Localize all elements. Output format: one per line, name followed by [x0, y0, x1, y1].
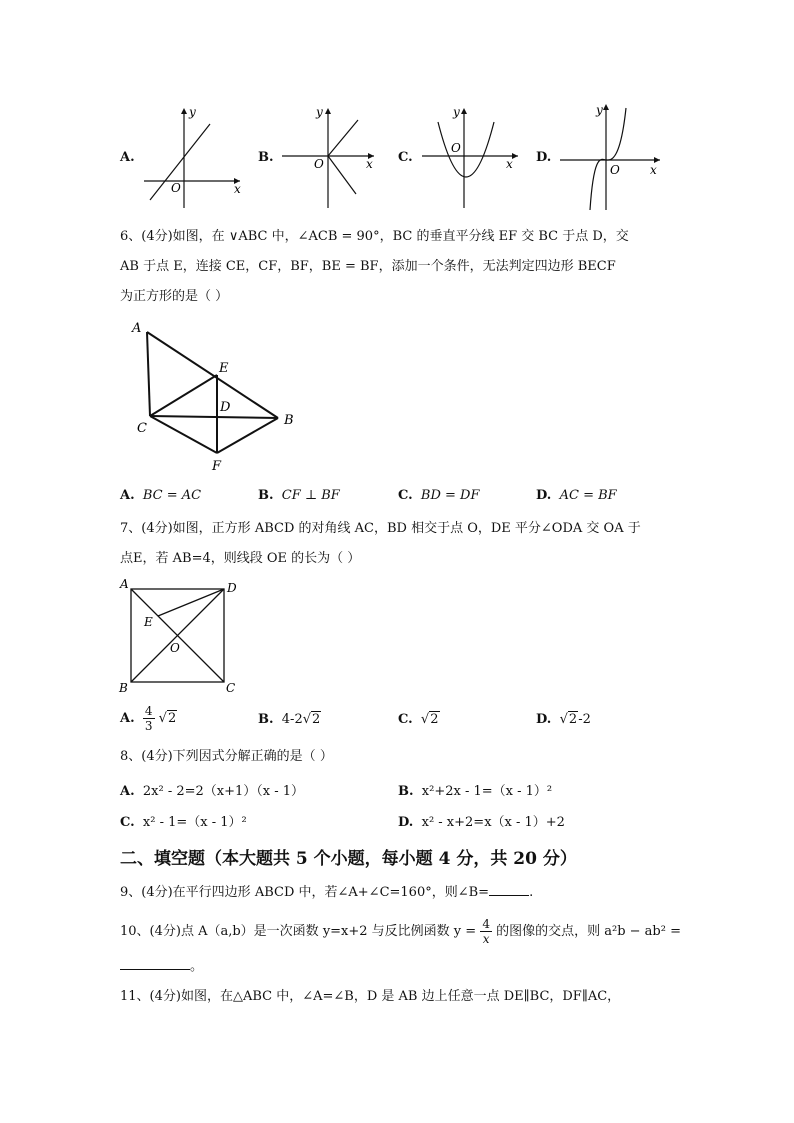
q7-point-d: D — [227, 581, 237, 595]
q8-option-a[interactable]: A. 2x² - 2=2（x+1）（x - 1） — [120, 784, 305, 799]
q5-option-a-label: A. — [120, 150, 135, 165]
q5-graph-a — [140, 104, 250, 210]
q6-point-d: D — [220, 400, 231, 415]
q5-option-b-label: B. — [258, 150, 274, 165]
q6-point-f: F — [212, 459, 222, 474]
q6-option-d[interactable]: D. AC = BF — [536, 488, 617, 503]
q5-graph-c — [418, 104, 522, 210]
q7-stem-line2: 点E，若 AB=4，则线段 OE 的长为（ ） — [120, 551, 361, 566]
q5-option-d-label: D. — [536, 150, 552, 165]
q8-option-d[interactable]: D. x² - x+2=x（x - 1）+2 — [398, 815, 565, 830]
q10-answer-blank[interactable] — [120, 969, 190, 970]
q7-point-b: B — [119, 681, 128, 695]
q7-option-d[interactable]: D. √2-2 — [536, 712, 591, 727]
q6-stem-line2: AB 于点 E，连接 CE，CF，BF，BE = BF，添加一个条件，无法判定四边形 BECF — [120, 259, 616, 274]
q5-d-y: y — [596, 103, 603, 117]
q10-answer-line: 。 — [120, 958, 203, 976]
q6-option-c[interactable]: C. BD = DF — [398, 488, 480, 503]
q8-stem: 8、(4分)下列因式分解正确的是（ ） — [120, 749, 333, 764]
q5-c-o: O — [451, 141, 461, 155]
q9-stem: 9、(4分)在平行四边形 ABCD 中，若∠A+∠C=160°，则∠B= . — [120, 885, 534, 900]
q11-stem: 11、(4分)如图，在△ABC 中，∠A=∠B，D 是 AB 边上任意一点 DE∥BC，DF∥AC， — [120, 989, 621, 1004]
q5-c-y: y — [453, 105, 460, 119]
q7-point-c: C — [226, 681, 236, 695]
q7-option-c[interactable]: C. √2 — [398, 712, 439, 727]
q5-option-c-label: C. — [398, 150, 413, 165]
q5-b-y: y — [316, 105, 323, 119]
q5-c-x: x — [506, 157, 513, 171]
q5-graph-d — [556, 100, 666, 212]
q9-answer-blank[interactable] — [489, 895, 529, 896]
q6-option-b[interactable]: B. CF ⊥ BF — [258, 488, 340, 503]
q6-figure — [128, 318, 308, 478]
q7-point-a: A — [120, 577, 129, 591]
q5-d-x: x — [650, 163, 657, 177]
q10-stem: 10、(4分)点 A（a,b）是一次函数 y=x+2 与反比例函数 y = $\frac{4}{x}$ 的图像的交点，则 a²b − ab² = — [120, 917, 681, 946]
q5-a-y: y — [189, 105, 196, 119]
q6-point-e: E — [219, 361, 229, 376]
q6-point-c: C — [137, 421, 147, 436]
q6-point-b: B — [284, 413, 294, 428]
q7-stem-line1: 7、(4分)如图，正方形 ABCD 的对角线 AC，BD 相交于点 O，DE 平分∠ODA 交 OA 于 — [120, 521, 641, 536]
section-2-title: 二、填空题（本大题共 5 个小题，每小题 4 分，共 20 分） — [120, 849, 577, 869]
q6-stem-line3: 为正方形的是（ ） — [120, 289, 229, 304]
q6-stem-line1: 6、(4分)如图，在 ∨ABC 中，∠ACB = 90°，BC 的垂直平分线 EF 交 BC 于点 D，交 — [120, 229, 629, 244]
q5-a-x: x — [234, 182, 241, 196]
q5-d-o: O — [610, 163, 620, 177]
q7-option-b[interactable]: B. 4-2√2 — [258, 712, 321, 727]
q5-a-o: O — [171, 181, 181, 195]
q7-option-a[interactable]: A. $\frac{4}{3}$ √2 — [120, 704, 177, 733]
q7-figure — [116, 574, 246, 696]
q8-option-c[interactable]: C. x² - 1=（x - 1）² — [120, 815, 247, 830]
q5-graph-b — [278, 104, 378, 210]
q5-b-x: x — [366, 157, 373, 171]
q6-point-a: A — [132, 321, 142, 336]
q7-point-e: E — [144, 615, 153, 629]
q8-option-b[interactable]: B. x²+2x - 1=（x - 1）² — [398, 784, 553, 799]
q6-option-a[interactable]: A. BC = AC — [120, 488, 202, 503]
q7-point-o: O — [170, 641, 180, 655]
q5-b-o: O — [314, 157, 324, 171]
